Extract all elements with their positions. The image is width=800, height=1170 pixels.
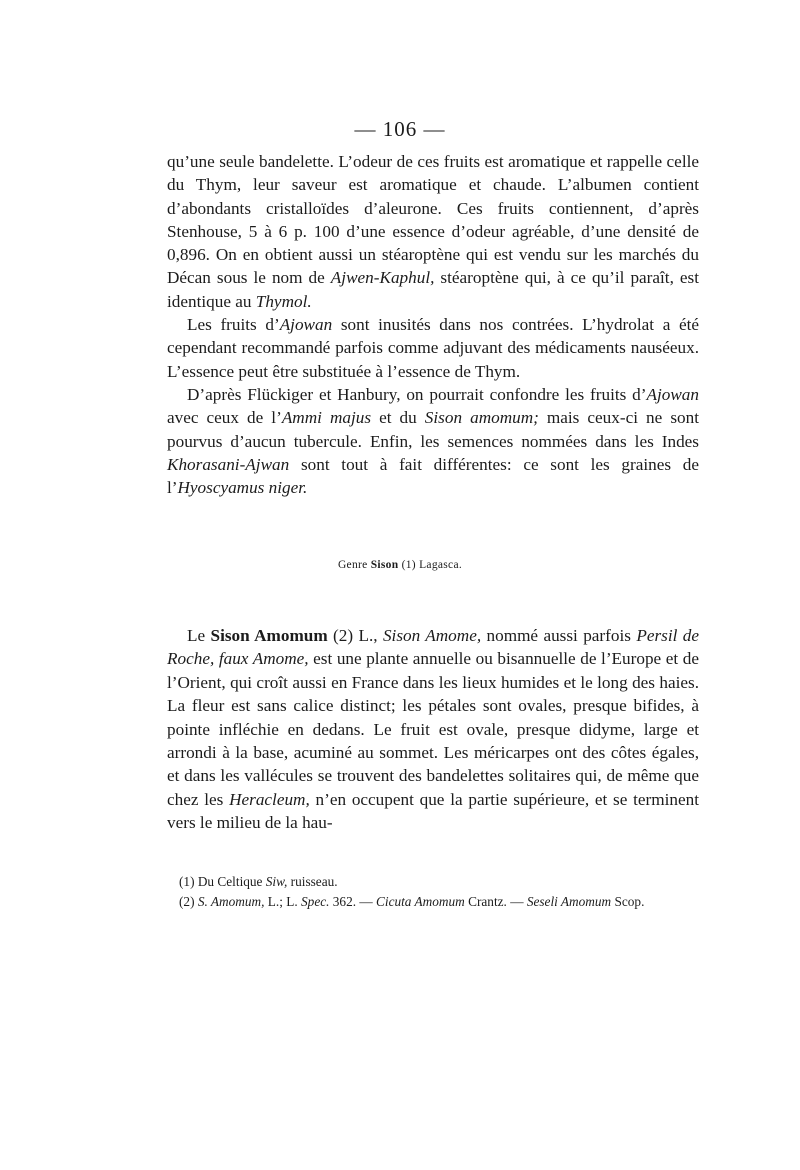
footnotes (167, 872, 699, 912)
genus-heading: Genre Sison (1) Lagasca. (337, 559, 463, 571)
paragraph-ajowan-confusion: D’après Flückiger et Hanbury, on pourrait confondre les fruits d’Ajowan avec ceux de l’Ammi majus et du Sison amomum; mais ceux-ci ne sont pourvus d’aucun tubercule. Enfin, les semences nommées dans les Indes Khorasani-Ajwan sont tout à fait différentes: ce sont les graines de l’Hyoscyamus niger. (167, 384, 699, 498)
paragraph-ajowan-fruit: qu’une seule bandelette. L’odeur de ces fruits est aromatique et rappelle celle du Thym, leur saveur est aromatique et chaude. L’albumen contient d’abondants cristalloïdes d’aleurone. Ces fruits contiennent, d’après Stenhouse, 5 à 6 p. 100 d’une essence d’odeur agréable, d’une densité de 0,896. On en obtient aussi un stéaroptène qui est vendu sur les marchés du Décan sous le nom de Ajwen-Kaphul, stéaroptène qui, à ce qu’il paraît, est identique au Thymol. (167, 152, 699, 311)
body-text-upper (167, 150, 699, 499)
footnote-2: (2) S. Amomum, L.; L. Spec. 362. — Cicuta Amomum Crantz. — Seseli Amomum Scop. (179, 894, 645, 909)
page-number: — 106 — (354, 117, 446, 141)
body-text-lower (167, 624, 699, 835)
paragraph-sison-amomum: Le Sison Amomum (2) L., Sison Amome, nommé aussi parfois Persil de Roche, faux Amome, est une plante annuelle ou bisannuelle de l’Europe et de l’Orient, qui croît aussi en France dans les lieux humides et le long des haies. La fleur est sans calice distinct; les pétales sont ovales, presque bifides, à pointe infléchie en dedans. Le fruit est ovale, presque didyme, large et arrondi à la base, acuminé au sommet. Les méricarpes ont des côtes égales, et dans les vallécules se trouvent des bandelettes solitaires qui, de même que chez les Heracleum, n’en occupent que la partie supérieure, et se terminent vers le milieu de la hau- (167, 626, 699, 833)
paragraph-ajowan-uses: Les fruits d’Ajowan sont inusités dans nos contrées. L’hydrolat a été cependant recommandé parfois comme adjuvant des médicaments nauséeux. L’essence peut être substituée à l’essence de Thym. (167, 315, 699, 381)
footnote-1: (1) Du Celtique Siw, ruisseau. (179, 874, 338, 889)
